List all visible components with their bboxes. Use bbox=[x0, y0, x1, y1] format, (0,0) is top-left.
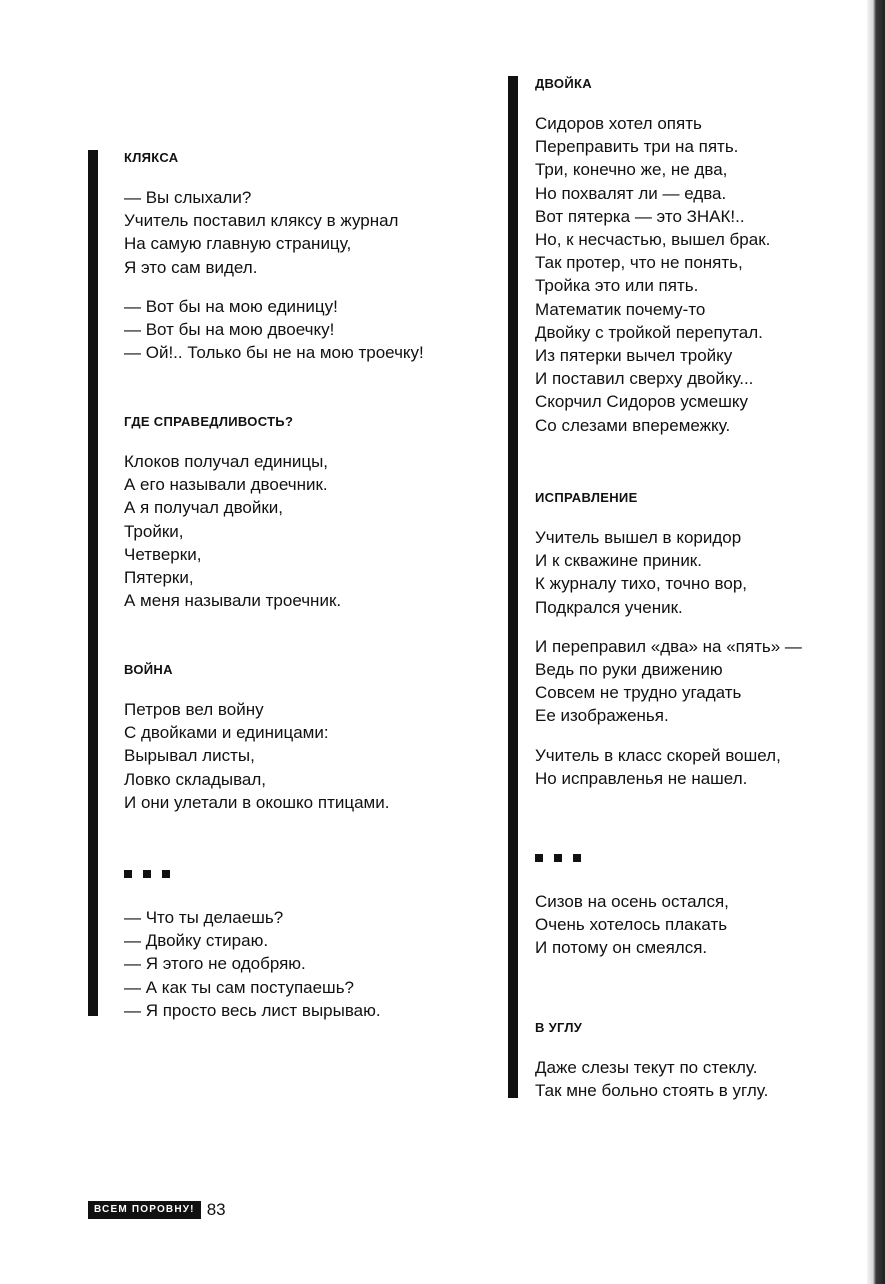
section-separator bbox=[124, 866, 488, 882]
square-bullet-icon bbox=[162, 870, 170, 878]
stanza bbox=[124, 698, 488, 814]
poem-line: Учитель вышел в коридор bbox=[535, 528, 742, 547]
poem-title: КЛЯКСА bbox=[124, 150, 179, 165]
poem-line: Даже слезы текут по стеклу. bbox=[535, 1058, 758, 1077]
poem-title: В УГЛУ bbox=[535, 1020, 583, 1035]
poem-line: — Вы слыхали? bbox=[124, 188, 252, 207]
poem-line: — Вот бы на мою единицу! bbox=[124, 296, 338, 316]
right-column bbox=[508, 76, 838, 1101]
poem-title: ДВОЙКА bbox=[535, 76, 592, 91]
poem-title: ВОЙНА bbox=[124, 662, 173, 677]
page-edge-shadow bbox=[867, 0, 885, 1284]
poem-line: Двойку с тройкой перепутал. bbox=[535, 322, 763, 342]
poem-line: Так мне больно стоять в углу. bbox=[535, 1081, 769, 1101]
poem-line: — Я просто весь лист вырываю. bbox=[124, 1000, 381, 1020]
poem-line: Пятерки, bbox=[124, 568, 194, 588]
poem-line: И они улетали в окошко птицами. bbox=[124, 792, 390, 812]
poem-line: Переправить три на пять. bbox=[535, 137, 739, 157]
poem-line: — А как ты сам поступаешь? bbox=[124, 977, 355, 997]
stanza bbox=[535, 635, 838, 728]
left-column bbox=[88, 150, 488, 1020]
stanza bbox=[535, 1056, 838, 1102]
poem-line: Ловко складывал, bbox=[124, 769, 267, 789]
square-bullet-icon bbox=[535, 854, 543, 862]
poem-line: — Ой!.. Только бы не на мою троечку! bbox=[124, 343, 424, 363]
poem-line: Но, к несчастью, вышел брак. bbox=[535, 230, 771, 250]
poem-line: И к скважине приник. bbox=[535, 551, 702, 571]
poem-line: Математик почему-то bbox=[535, 299, 706, 319]
poem-line: Учитель в класс скорей вошел, bbox=[535, 745, 781, 765]
poem-gde-spravedlivost bbox=[124, 414, 488, 628]
poem-line: Я это сам видел. bbox=[124, 257, 258, 277]
poem-line: Из пятерки вычел тройку bbox=[535, 346, 733, 366]
stanza bbox=[124, 186, 488, 279]
square-bullet-icon bbox=[573, 854, 581, 862]
poem-line: Сизов на осень остался, bbox=[535, 892, 729, 911]
poem-line: Очень хотелось плакать bbox=[535, 915, 728, 935]
book-title-label: ВСЕМ ПОРОВНУ! bbox=[88, 1201, 201, 1219]
poem-line: На самую главную страницу, bbox=[124, 234, 352, 254]
poem-ispravlenie bbox=[535, 490, 838, 806]
poem-untitled-sizov bbox=[535, 850, 838, 976]
poem-line: К журналу тихо, точно вор, bbox=[535, 574, 748, 594]
poem-line: Тройка это или пять. bbox=[535, 276, 699, 296]
poem-title: ИСПРАВЛЕНИЕ bbox=[535, 490, 638, 505]
stanza bbox=[124, 295, 488, 365]
poem-line: Скорчил Сидоров усмешку bbox=[535, 392, 748, 412]
poem-voyna bbox=[124, 662, 488, 830]
poem-dvoyka bbox=[535, 76, 838, 453]
poem-line: Вырывал листы, bbox=[124, 746, 255, 766]
stanza bbox=[124, 450, 488, 612]
left-column-bar bbox=[88, 150, 98, 1016]
poem-line: — Что ты делаешь? bbox=[124, 908, 284, 927]
stanza bbox=[535, 112, 838, 437]
poem-line: А я получал двойки, bbox=[124, 498, 284, 518]
poem-line: Но похвалят ли — едва. bbox=[535, 183, 727, 203]
square-bullet-icon bbox=[554, 854, 562, 862]
poem-line: И переправил «два» на «пять» — bbox=[535, 636, 802, 656]
poem-line: С двойками и единицами: bbox=[124, 723, 329, 743]
poem-line: Учитель поставил кляксу в журнал bbox=[124, 211, 399, 231]
poem-untitled-eraser bbox=[124, 866, 488, 1038]
square-bullet-icon bbox=[143, 870, 151, 878]
poem-line: Подкрался ученик. bbox=[535, 597, 683, 617]
poem-line: — Я этого не одобряю. bbox=[124, 954, 306, 974]
poem-line: Ее изображенья. bbox=[535, 706, 669, 726]
poem-line: Со слезами вперемежку. bbox=[535, 415, 731, 435]
square-bullet-icon bbox=[124, 870, 132, 878]
poem-line: И поставил сверху двойку... bbox=[535, 369, 754, 389]
poem-line: Тройки, bbox=[124, 521, 184, 541]
poem-line: Совсем не трудно угадать bbox=[535, 683, 742, 703]
poem-line: Четверки, bbox=[124, 544, 202, 564]
stanza bbox=[535, 890, 838, 960]
right-column-bar bbox=[508, 76, 518, 1098]
poem-line: А его называли двоечник. bbox=[124, 475, 328, 495]
section-separator bbox=[535, 850, 838, 866]
poem-line: Петров вел войну bbox=[124, 700, 264, 719]
poem-line: — Двойку стираю. bbox=[124, 931, 269, 951]
poem-line: Но исправленья не нашел. bbox=[535, 768, 748, 788]
poem-line: А меня называли троечник. bbox=[124, 591, 342, 611]
stanza bbox=[124, 906, 488, 1022]
page-footer bbox=[88, 1200, 226, 1220]
poem-klyaksa bbox=[124, 150, 488, 380]
poem-line: Три, конечно же, не два, bbox=[535, 160, 728, 180]
stanza bbox=[535, 526, 838, 619]
poem-line: Ведь по руки движению bbox=[535, 660, 723, 680]
poem-line: Так протер, что не понять, bbox=[535, 253, 743, 273]
poem-line: И потому он смеялся. bbox=[535, 938, 708, 958]
poem-title: ГДЕ СПРАВЕДЛИВОСТЬ? bbox=[124, 414, 294, 429]
poem-line: Вот пятерка — это ЗНАК!.. bbox=[535, 206, 745, 226]
poem-line: Клоков получал единицы, bbox=[124, 452, 329, 471]
stanza bbox=[535, 744, 838, 790]
poem-line: — Вот бы на мою двоечку! bbox=[124, 320, 335, 340]
poem-line: Сидоров хотел опять bbox=[535, 114, 702, 133]
poem-v-uglu bbox=[535, 1020, 838, 1118]
page-number: 83 bbox=[206, 1200, 226, 1219]
